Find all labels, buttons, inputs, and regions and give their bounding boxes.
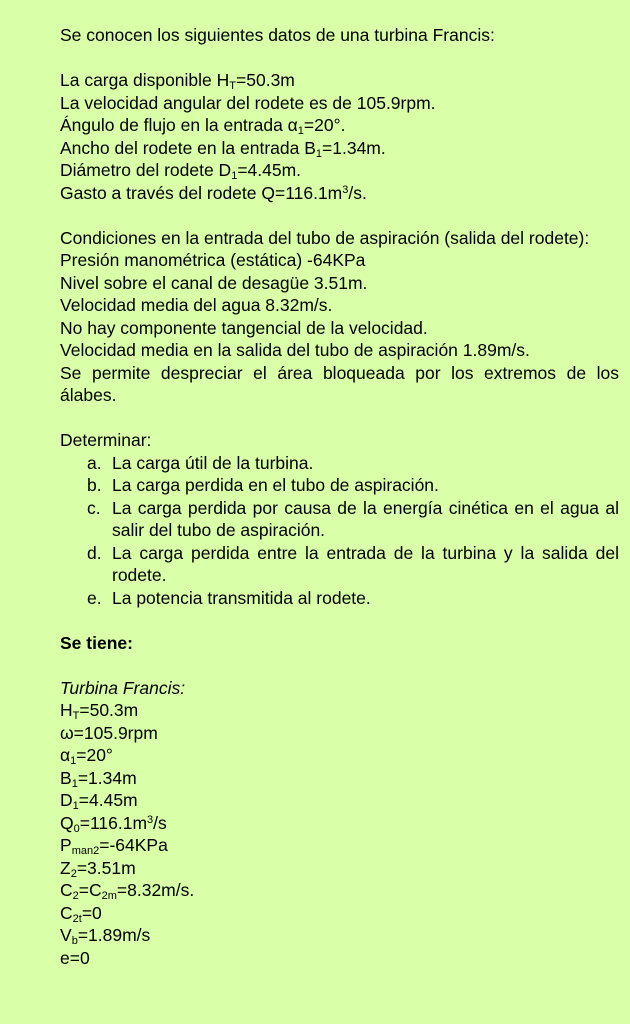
data-gasto: Gasto a través del rodete $Q=116.1m^3/s$. xyxy=(60,182,367,203)
given-e: e=0 xyxy=(60,947,90,968)
given-ht: $H_T=50.3m$ xyxy=(60,700,139,722)
given-heading: Se tiene: xyxy=(60,632,133,653)
data-velocidad: La velocidad angular del rodete es de 105.9rpm. xyxy=(60,92,436,113)
determine-list xyxy=(60,452,619,610)
list-item: c. La carga perdida por causa de la energía cinética en el agua al salir del tubo de aspiración. xyxy=(87,497,619,540)
intro-text: Se conocen los siguientes datos de una turbina Francis: xyxy=(60,25,495,45)
problem-statement xyxy=(60,24,619,969)
conditions-note: Se permite despreciar el área bloqueada por los extremos de los álabes. xyxy=(60,362,619,405)
data-ancho: Ancho del rodete en la entrada $B_1=1.34m$. xyxy=(60,137,386,160)
given-alpha: $\alpha_1=20^\circ$ xyxy=(60,745,113,767)
data-carga: La carga disponible $H_T=50.3m$ xyxy=(60,70,295,92)
conditions-heading: Condiciones en la entrada del tubo de aspiración (salida del rodete): xyxy=(60,227,590,248)
condition-item: Nivel sobre el canal de desagüe 3.51m. xyxy=(60,272,368,293)
data-diametro: Diámetro del rodete $D_1=4.45m$. xyxy=(60,160,302,182)
given-d1: $D_1=4.45m$ xyxy=(60,790,138,812)
condition-item: Presión manométrica (estática) -64KPa xyxy=(60,250,366,270)
condition-item: No hay componente tangencial de la velocidad. xyxy=(60,317,428,338)
data-angulo: Ángulo de flujo en la entrada $\alpha_1=20^\circ$. xyxy=(60,115,346,137)
given-c2t: $C_{2t}=0$ xyxy=(60,902,102,925)
given-b1: $B_1=1.34m$ xyxy=(60,767,137,790)
list-item: b. La carga perdida en el tubo de aspiración. xyxy=(87,475,439,495)
list-item: a. La carga útil de la turbina. xyxy=(87,452,314,473)
given-subheading: Turbina Francis: xyxy=(60,677,186,698)
condition-item: Velocidad media del agua 8.32m/s. xyxy=(60,295,333,315)
given-pman: $P_{man2}=-64KPa$ xyxy=(60,835,168,857)
list-item: e. La potencia transmitida al rodete. xyxy=(87,587,371,608)
given-omega: ω=105.9rpm xyxy=(60,722,158,743)
given-c2: $C_2=C_{2m}=8.32m/s$. xyxy=(60,880,195,902)
list-item: d. La carga perdida entre la entrada de la turbina y la salida del rodete. xyxy=(87,542,619,585)
determine-heading: Determinar: xyxy=(60,430,152,450)
given-z2: $Z_2=3.51m$ xyxy=(60,857,136,880)
given-vb: $V_b=1.89m/s$ xyxy=(60,925,151,947)
given-q0: $Q_0=116.1m^3/s$ xyxy=(60,812,167,835)
condition-item: Velocidad media en la salida del tubo de aspiración 1.89m/s. xyxy=(60,340,530,360)
